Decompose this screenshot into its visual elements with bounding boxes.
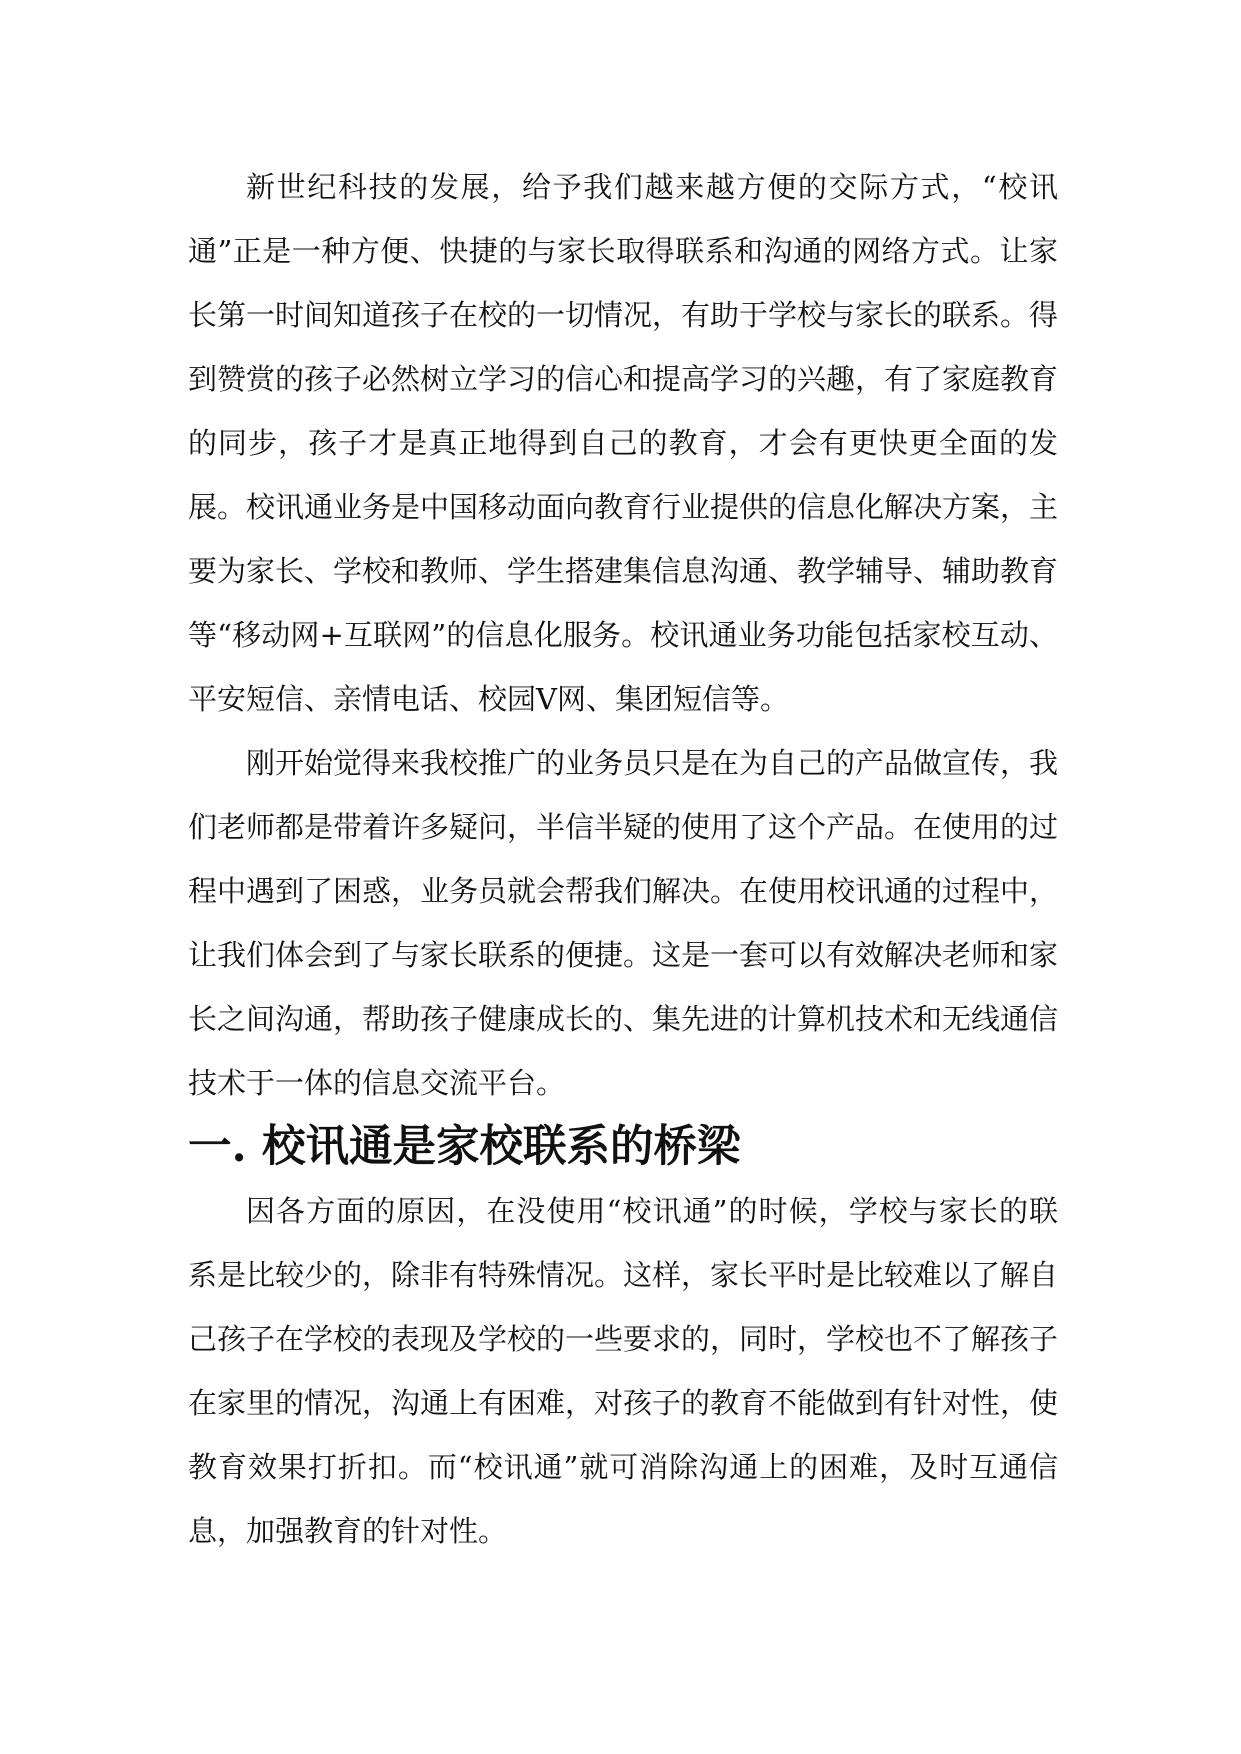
paragraph-experience: 刚开始觉得来我校推广的业务员只是在为自己的产品做宣传，我们老师都是带着许多疑问，半信半疑的使用了这个产品。在使用的过程中遇到了困惑，业务员就会帮我们解决。在使用校讯通的过程中，让我们体会到了与家长联系的便捷。这是一套可以有效解决老师和家长之间沟通，帮助孩子健康成长的、集先进的计算机技术和无线通信技术于一体的信息交流平台。 [188,746,1059,1100]
document-body [188,155,1058,1563]
paragraph-section-1: 因各方面的原因，在没使用“校讯通”的时候，学校与家长的联系是比较少的，除非有特殊情况。这样，家长平时是比较难以了解自己孩子在学校的表现及学校的一些要求的，同时，学校也不了解孩子在家里的情况，沟通上有困难，对孩子的教育不能做到有针对性，使教育效果打折扣。而“校讯通”就可消除沟通上的困难，及时互通信息，加强教育的针对性。 [188,1194,1059,1548]
section-number: 一. [188,1121,247,1172]
section-heading [188,1115,1058,1179]
section-title: 校讯通是家校联系的桥梁 [262,1121,741,1172]
paragraph-intro: 新世纪科技的发展，给予我们越来越方便的交际方式，“校讯通”正是一种方便、快捷的与家长取得联系和沟通的网络方式。让家长第一时间知道孩子在校的一切情况，有助于学校与家长的联系。得到赞赏的孩子必然树立学习的信心和提高学习的兴趣，有了家庭教育的同步，孩子才是真正地得到自己的教育，才会有更快更全面的发展。校讯通业务是中国移动面向教育行业提供的信息化解决方案，主要为家长、学校和教师、学生搭建集信息沟通、教学辅导、辅助教育等“移动网+互联网”的信息化服务。校讯通业务功能包括家校互动、平安短信、亲情电话、校园V网、集团短信等。 [188,170,1059,716]
